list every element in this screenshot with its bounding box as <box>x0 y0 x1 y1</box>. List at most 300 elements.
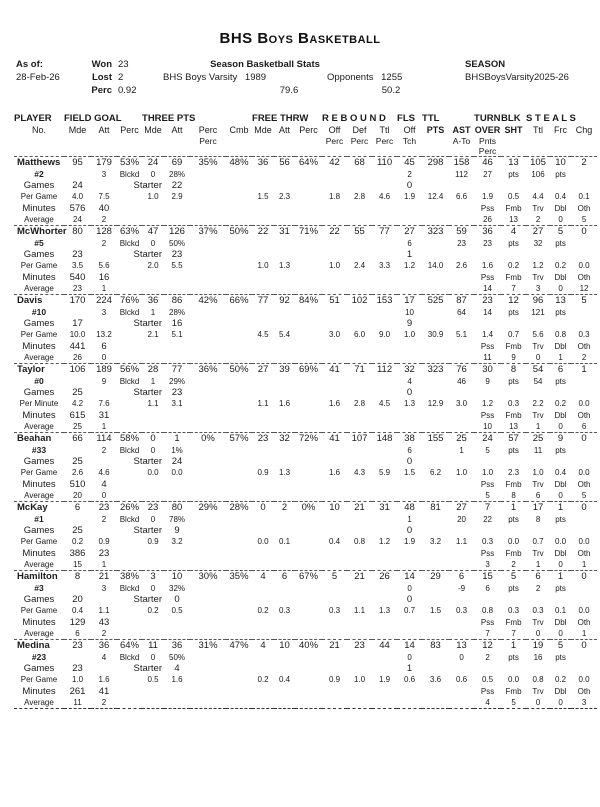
stat-cell <box>274 169 295 180</box>
stat-cell: 46 <box>457 377 466 386</box>
spacer <box>571 387 597 399</box>
stat-cell: 1 <box>150 377 156 386</box>
stat-cell: 28% <box>169 308 186 317</box>
starter-label: Starter <box>133 594 163 605</box>
spacer <box>295 180 322 192</box>
stat-cell: 4 <box>407 377 412 386</box>
stat-cell: 110 <box>372 157 397 170</box>
spacer <box>91 249 117 261</box>
stat-cell: 50% <box>169 653 186 662</box>
stat-cell: -9 <box>457 584 466 593</box>
stat-cell: pts <box>508 584 519 593</box>
spacer <box>347 629 372 640</box>
spacer <box>397 272 422 284</box>
stat-cell <box>190 514 226 525</box>
stat-cell: pts <box>555 515 566 524</box>
spacer <box>372 456 397 468</box>
team-score-row <box>163 72 266 84</box>
spacer <box>550 594 571 606</box>
stat-cell: Blckd <box>119 446 140 455</box>
average-value: 15 <box>73 559 82 569</box>
stat-cell <box>322 445 347 456</box>
turnover-breakdown-value: 1 <box>558 352 563 362</box>
spacer <box>91 594 117 606</box>
spacer <box>142 479 164 491</box>
spacer <box>397 698 422 709</box>
stat-cell: 4.2 <box>71 399 84 408</box>
stat-cell: 158 <box>449 157 474 170</box>
stat-cell <box>64 652 91 663</box>
spacer <box>372 284 397 295</box>
spacer <box>274 698 295 709</box>
average-value: 26 <box>73 352 82 362</box>
spacer <box>91 456 117 468</box>
stat-cell: 4 <box>252 640 274 653</box>
stat-cell: 30.9 <box>427 330 444 339</box>
stat-cell <box>190 652 226 663</box>
spacer <box>117 341 142 353</box>
stat-cell: 0.0 <box>578 606 590 615</box>
spacer <box>501 249 526 261</box>
fouls-third-value: 1 <box>406 663 413 674</box>
fouls-third-value: 0 <box>406 594 413 605</box>
stat-cell: 50% <box>169 239 186 248</box>
stat-cell: 38% <box>117 571 142 584</box>
spacer <box>190 341 226 353</box>
spacer <box>422 387 449 399</box>
stat-cell: 22 <box>252 226 274 239</box>
stat-cell: 80 <box>64 226 91 239</box>
stat-cell: 0 <box>571 502 597 515</box>
stat-cell: Blckd <box>119 515 140 524</box>
spacer <box>372 203 397 215</box>
spacer <box>449 215 474 226</box>
stat-cell <box>190 169 226 180</box>
player-number: #33 <box>31 445 47 455</box>
stat-cell <box>372 376 397 387</box>
stat-cell: 48 <box>397 502 422 515</box>
games-label: Games <box>23 456 55 467</box>
perc-label: Perc <box>91 85 112 96</box>
per-game-label: Per Game <box>20 330 58 339</box>
spacer <box>449 272 474 284</box>
stat-cell: 13 <box>501 157 526 170</box>
spacer <box>322 249 347 261</box>
turnover-breakdown-value: 0 <box>535 628 541 638</box>
stat-cell: 1.8 <box>328 192 341 201</box>
turnover-breakdown-label: Dbl <box>554 272 567 282</box>
stat-cell <box>422 514 449 525</box>
games-label: Games <box>23 249 55 260</box>
stat-cell <box>295 330 322 341</box>
spacer <box>295 548 322 560</box>
per-game-label: Per Game <box>20 537 58 546</box>
stat-cell: 0.4 <box>554 468 567 477</box>
stat-cell <box>322 238 347 249</box>
spacer <box>252 353 274 364</box>
spacer <box>449 525 474 537</box>
spacer <box>252 410 274 422</box>
spacer <box>397 203 422 215</box>
spacer <box>117 284 142 295</box>
stat-cell: 36 <box>252 157 274 170</box>
stat-cell <box>252 583 274 594</box>
stat-cell <box>274 445 295 456</box>
spacer <box>252 180 274 192</box>
spacer <box>226 663 252 675</box>
stat-cell: 0 <box>571 571 597 584</box>
spacer <box>274 136 295 146</box>
player-name: Hamilton <box>14 571 64 584</box>
spacer <box>190 203 226 215</box>
stat-cell: 298 <box>422 157 449 170</box>
stat-cell: 1.0 <box>403 330 416 339</box>
sub-header: A-To <box>452 136 471 146</box>
minutes-label: Minutes <box>22 478 56 490</box>
sub-header: Perc <box>325 136 344 146</box>
spacer <box>347 387 372 399</box>
stat-cell: 23 <box>252 433 274 446</box>
stat-cell: 7 <box>474 502 501 515</box>
stat-cell: 54 <box>526 364 550 377</box>
minutes-second-value: 40 <box>98 202 110 214</box>
turnover-breakdown-value: 0 <box>558 214 563 224</box>
spacer <box>142 548 164 560</box>
spacer <box>252 341 274 353</box>
stat-cell: pts <box>555 308 566 317</box>
spacer <box>226 318 252 330</box>
spacer <box>252 136 274 146</box>
spacer <box>422 548 449 560</box>
spacer <box>190 284 226 295</box>
spacer <box>322 410 347 422</box>
header-rebound: R E B O U N D <box>322 113 386 124</box>
stat-cell: 2 <box>535 584 541 593</box>
sub-header: Chg <box>575 124 593 135</box>
stat-cell <box>347 652 372 663</box>
stat-cell <box>252 238 274 249</box>
turnover-breakdown-label: Fmb <box>505 341 522 351</box>
stat-cell: 6 <box>485 584 490 593</box>
stat-cell <box>295 583 322 594</box>
stat-cell: 1.6 <box>98 675 110 684</box>
header-turnovers: TURN <box>474 113 501 124</box>
spacer <box>322 180 347 192</box>
season-label: SEASON <box>465 59 506 70</box>
games-value: 17 <box>72 318 83 329</box>
games-label: Games <box>23 525 55 536</box>
spacer <box>64 146 91 157</box>
spacer <box>347 525 372 537</box>
stat-cell: 37% <box>190 226 226 239</box>
turnover-breakdown-value: 7 <box>485 628 490 638</box>
spacer <box>164 548 190 560</box>
minutes-label: Minutes <box>22 409 56 421</box>
spacer <box>142 629 164 640</box>
stat-cell: 84% <box>295 295 322 308</box>
stat-cell: 0 <box>407 653 412 662</box>
stat-cell: 32% <box>169 584 186 593</box>
spacer <box>164 491 190 502</box>
stat-cell: 0 <box>407 584 412 593</box>
turnover-breakdown-value: 6 <box>581 421 587 431</box>
spacer <box>190 698 226 709</box>
stat-cell: 76 <box>449 364 474 377</box>
stat-cell: pts <box>555 170 566 179</box>
spacer <box>347 318 372 330</box>
sub-header: No. <box>31 124 46 135</box>
turnover-breakdown-value: 0 <box>526 698 550 709</box>
stat-cell: 112 <box>455 170 468 179</box>
spacer <box>501 318 526 330</box>
spacer <box>449 341 474 353</box>
turnover-breakdown-value: 5 <box>581 490 587 500</box>
spacer <box>322 698 347 709</box>
stat-cell: 0 <box>150 446 156 455</box>
spacer <box>226 456 252 468</box>
sub-header: SHT <box>504 124 523 135</box>
stat-cell: 323 <box>422 226 449 239</box>
turnover-breakdown-label: Pss <box>480 410 495 420</box>
stat-cell <box>571 652 597 663</box>
spacer <box>190 525 226 537</box>
spacer <box>474 318 501 330</box>
spacer <box>571 249 597 261</box>
stat-cell: 51 <box>322 295 347 308</box>
stat-cell: 6 <box>64 502 91 515</box>
spacer <box>422 180 449 192</box>
stat-cell: 0.2 <box>554 675 567 684</box>
spacer <box>474 180 501 192</box>
minutes-label: Minutes <box>22 547 56 559</box>
stat-cell: 1 <box>501 502 526 515</box>
stat-cell: 5 <box>322 571 347 584</box>
spacer <box>295 272 322 284</box>
turnover-breakdown-value: 0 <box>558 421 563 431</box>
spacer <box>422 341 449 353</box>
stat-cell: 12 <box>501 295 526 308</box>
stat-cell: 0.9 <box>257 468 269 477</box>
spacer <box>91 318 117 330</box>
stat-cell <box>295 445 322 456</box>
stat-cell <box>347 514 372 525</box>
stat-cell: 1.5 <box>429 606 442 615</box>
stat-cell <box>571 514 597 525</box>
spacer <box>422 353 449 364</box>
spacer <box>226 341 252 353</box>
turnover-breakdown-label: Dbl <box>554 203 567 213</box>
turnover-breakdown-value: 0 <box>558 490 563 500</box>
stat-cell: 1.1 <box>147 399 159 408</box>
turnover-breakdown-label: Oth <box>577 548 591 558</box>
stat-cell: 1.2 <box>481 399 494 408</box>
spacer <box>117 479 142 491</box>
stat-cell <box>226 169 252 180</box>
won-label: Won <box>91 59 112 70</box>
stat-cell: 2.6 <box>71 468 84 477</box>
stat-cell <box>190 192 226 203</box>
spacer <box>347 686 372 698</box>
turnover-breakdown-label: Pss <box>480 272 495 282</box>
average-label: Average <box>24 490 54 500</box>
stat-cell: 80 <box>164 502 190 515</box>
spacer <box>571 136 597 146</box>
sub-header: Ttl <box>533 124 544 135</box>
lost-value: 2 <box>118 72 124 83</box>
stat-cell: 0.0 <box>578 537 590 546</box>
stat-cell: 23 <box>91 502 117 515</box>
spacer <box>397 479 422 491</box>
stat-cell <box>64 376 91 387</box>
average-second-value: 0 <box>101 352 107 362</box>
spacer <box>117 203 142 215</box>
spacer <box>91 387 117 399</box>
spacer <box>422 146 449 157</box>
spacer <box>190 387 226 399</box>
spacer <box>449 146 474 157</box>
stat-cell: 0.6 <box>455 675 468 684</box>
turnover-breakdown-value: 1 <box>581 559 587 569</box>
stat-cell: 2.3 <box>507 468 520 477</box>
stat-cell: 54 <box>533 377 543 386</box>
stat-cell <box>274 376 295 387</box>
stat-cell <box>226 652 252 663</box>
spacer <box>64 136 91 146</box>
spacer <box>422 318 449 330</box>
spacer <box>550 525 571 537</box>
stat-cell: 9 <box>101 377 107 386</box>
stat-cell: 42% <box>190 295 226 308</box>
spacer <box>117 617 142 629</box>
spacer <box>422 491 449 502</box>
spacer <box>449 686 474 698</box>
stat-cell: 8 <box>64 571 91 584</box>
turnover-breakdown-value: 10 <box>483 421 492 431</box>
spacer <box>295 318 322 330</box>
spacer <box>372 318 397 330</box>
spacer <box>422 594 449 606</box>
stat-cell: 5 <box>571 295 597 308</box>
stat-cell <box>117 399 142 410</box>
stat-cell: 1.6 <box>481 261 494 270</box>
spacer <box>422 629 449 640</box>
stat-cell: 0 <box>571 433 597 446</box>
stat-cell: 35% <box>190 157 226 170</box>
spacer <box>164 698 190 709</box>
stat-cell: 4.5 <box>257 330 269 339</box>
spacer <box>422 479 449 491</box>
spacer <box>322 146 347 157</box>
as-of-value: 28-Feb-26 <box>16 72 60 83</box>
spacer <box>474 525 501 537</box>
turnover-breakdown-value: 2 <box>511 559 516 569</box>
stat-cell <box>252 652 274 663</box>
sub-header: Att <box>98 124 110 135</box>
stat-cell: 0.1 <box>554 606 567 615</box>
sub-header: AST <box>452 124 471 135</box>
per-game-label: Per Game <box>20 468 58 477</box>
stat-cell: 0.2 <box>554 399 567 408</box>
stat-cell: 10 <box>405 308 414 317</box>
stat-cell: 0.0 <box>257 537 269 546</box>
stat-cell <box>226 445 252 456</box>
turnover-breakdown-label: Dbl <box>554 686 567 696</box>
spacer <box>190 456 226 468</box>
spacer <box>550 249 571 261</box>
spacer <box>226 629 252 640</box>
spacer <box>274 410 295 422</box>
stat-cell: 14 <box>397 640 422 653</box>
spacer <box>295 249 322 261</box>
stat-cell <box>64 238 91 249</box>
stat-cell: 57 <box>501 433 526 446</box>
stat-cell: 25 <box>449 433 474 446</box>
stat-cell: 0.9 <box>98 537 110 546</box>
turnover-breakdown-label: Trv <box>532 410 544 420</box>
spacer <box>142 617 164 629</box>
stat-cell: 3.6 <box>429 675 442 684</box>
stat-cell: pts <box>508 170 519 179</box>
stat-cell: 29% <box>190 502 226 515</box>
sub-header: Mde <box>68 124 87 135</box>
stat-cell: 5 <box>485 446 490 455</box>
minutes-label: Minutes <box>22 340 56 352</box>
stat-cell: 102 <box>347 295 372 308</box>
average-second-value: 0 <box>101 490 107 500</box>
spacer <box>550 180 571 192</box>
spacer <box>226 525 252 537</box>
stat-cell: 106 <box>531 170 545 179</box>
spacer <box>347 663 372 675</box>
turnover-breakdown-label: Pss <box>480 548 495 558</box>
stat-cell: 0.9 <box>328 675 341 684</box>
spacer <box>372 341 397 353</box>
spacer <box>274 215 295 226</box>
stat-cell: pts <box>508 308 519 317</box>
sub-header: Perc <box>478 146 497 156</box>
spacer <box>397 341 422 353</box>
stat-cell: 64 <box>457 308 466 317</box>
stat-cell: 3.5 <box>71 261 84 270</box>
turnover-breakdown-label: Fmb <box>505 272 522 282</box>
stat-cell: pts <box>555 239 566 248</box>
stat-cell: 63% <box>117 226 142 239</box>
turnover-breakdown-value: 7 <box>511 283 516 293</box>
spacer <box>347 284 372 295</box>
spacer <box>347 422 372 433</box>
spacer <box>474 387 501 399</box>
spacer <box>274 617 295 629</box>
spacer <box>372 410 397 422</box>
spacer <box>226 617 252 629</box>
turnover-breakdown-value: 1 <box>535 559 541 569</box>
spacer <box>501 146 526 157</box>
stat-cell: 0.8 <box>554 330 567 339</box>
stat-cell: 41 <box>322 364 347 377</box>
spacer <box>295 203 322 215</box>
turnover-breakdown-value: 13 <box>509 214 518 224</box>
stat-cell: 10 <box>550 157 571 170</box>
spacer <box>526 136 550 146</box>
minutes-value: 576 <box>69 202 86 214</box>
average-value: 20 <box>73 490 82 500</box>
stat-cell: 32 <box>397 364 422 377</box>
spacer <box>526 249 550 261</box>
stat-cell: 0.2 <box>507 261 520 270</box>
player-name: Taylor <box>14 364 64 377</box>
stat-cell <box>226 238 252 249</box>
spacer <box>322 387 347 399</box>
